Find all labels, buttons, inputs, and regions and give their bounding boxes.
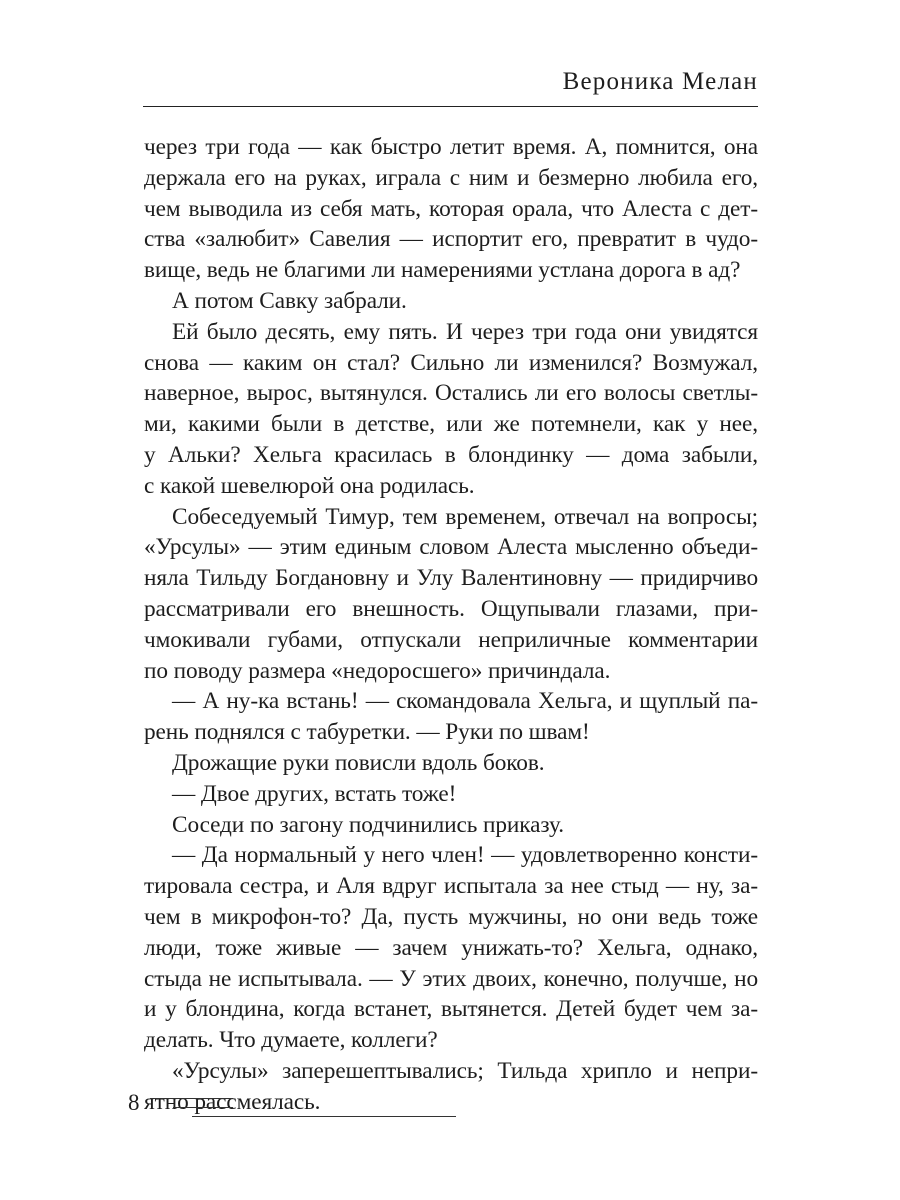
text-line: чем выводила из себя мать, которая орала, что Алеста с дет-: [144, 195, 758, 222]
text-line: Ей было десять, ему пять. И через три года они увидятся: [172, 318, 758, 345]
text-line: и у блондина, когда встанет, вытянется. Детей будет чем за-: [144, 996, 758, 1023]
text-line: Соседи по загону подчинились приказу.: [172, 811, 564, 838]
text-line: по поводу размера «недоросшего» причиндала.: [144, 657, 611, 684]
paragraph: [144, 686, 758, 748]
paragraph: [144, 748, 758, 779]
paragraph: [144, 779, 758, 810]
footer-ornament-line: [173, 1107, 233, 1108]
paragraph: [144, 1056, 758, 1118]
running-head: Вероника Мелан: [562, 68, 758, 95]
text-line: тировала сестра, и Аля вдруг испытала за нее стыд — ну, за-: [144, 873, 758, 900]
text-line: «Урсулы» — этим единым словом Алеста мысленно объеди-: [144, 534, 758, 561]
header-rule: [143, 106, 758, 107]
text-line: — Да нормальный у него член! — удовлетворенно консти-: [172, 842, 758, 869]
text-line: Дрожащие руки повисли вдоль боков.: [172, 749, 545, 776]
text-line: чмокивали губами, отпускали неприличные комментарии: [144, 626, 758, 653]
paragraph: [144, 502, 758, 687]
text-line: чем в микрофон-то? Да, пусть мужчины, но они ведь тоже: [144, 903, 758, 930]
text-line: Собеседуемый Тимур, тем временем, отвечал на вопросы;: [172, 503, 758, 530]
footer-ornament-line: [192, 1116, 456, 1117]
text-line: рассматривали его внешность. Ощупывали глазами, при-: [144, 595, 758, 622]
text-line: — А ну-ка встань! — скомандовала Хельга, и щуплый па-: [172, 688, 758, 715]
text-line: ми, какими были в детстве, или же потемнели, как у нее,: [144, 411, 758, 438]
text-line: вище, ведь не благими ли намерениями устлана дорога в ад?: [144, 257, 741, 284]
text-line: А потом Савку забрали.: [172, 287, 407, 314]
text-line: рень поднялся с табуретки. — Руки по швам!: [144, 719, 590, 746]
text-line: «Урсулы» заперешептывались; Тильда хрипло и непри-: [172, 1057, 758, 1084]
body-text: [144, 132, 758, 1118]
text-line: ства «залюбит» Савелия — испортит его, превратит в чудо-: [144, 226, 758, 253]
paragraph: [144, 810, 758, 841]
text-line: делать. Что думаете, коллеги?: [144, 1027, 438, 1054]
text-line: наверное, вырос, вытянулся. Остались ли его волосы светлы-: [144, 380, 758, 407]
footer-ornament-line: [150, 1098, 233, 1099]
text-line: ятно рассмеялась.: [144, 1088, 321, 1115]
text-line: через три года — как быстро летит время. А, помнится, она: [144, 134, 758, 160]
text-line: снова — каким он стал? Сильно ли изменился? Возмужал,: [144, 349, 758, 376]
text-line: стыда не испытывала. — У этих двоих, конечно, получше, но: [144, 965, 758, 992]
paragraph: [144, 132, 758, 286]
text-line: у Альки? Хельга красилась в блондинку — дома забыли,: [144, 441, 758, 468]
page-number: 8: [128, 1090, 140, 1115]
text-line: с какой шевелюрой она родилась.: [144, 472, 475, 499]
text-line: держала его на руках, играла с ним и безмерно любила его,: [144, 164, 758, 191]
paragraph: [144, 317, 758, 502]
paragraph: [144, 840, 758, 1056]
text-line: — Двое других, встать тоже!: [172, 780, 457, 807]
text-line: люди, тоже живые — зачем унижать-то? Хельга, однако,: [144, 934, 758, 961]
paragraph: [144, 286, 758, 317]
text-line: няла Тильду Богдановну и Улу Валентиновну — придирчиво: [144, 565, 758, 592]
